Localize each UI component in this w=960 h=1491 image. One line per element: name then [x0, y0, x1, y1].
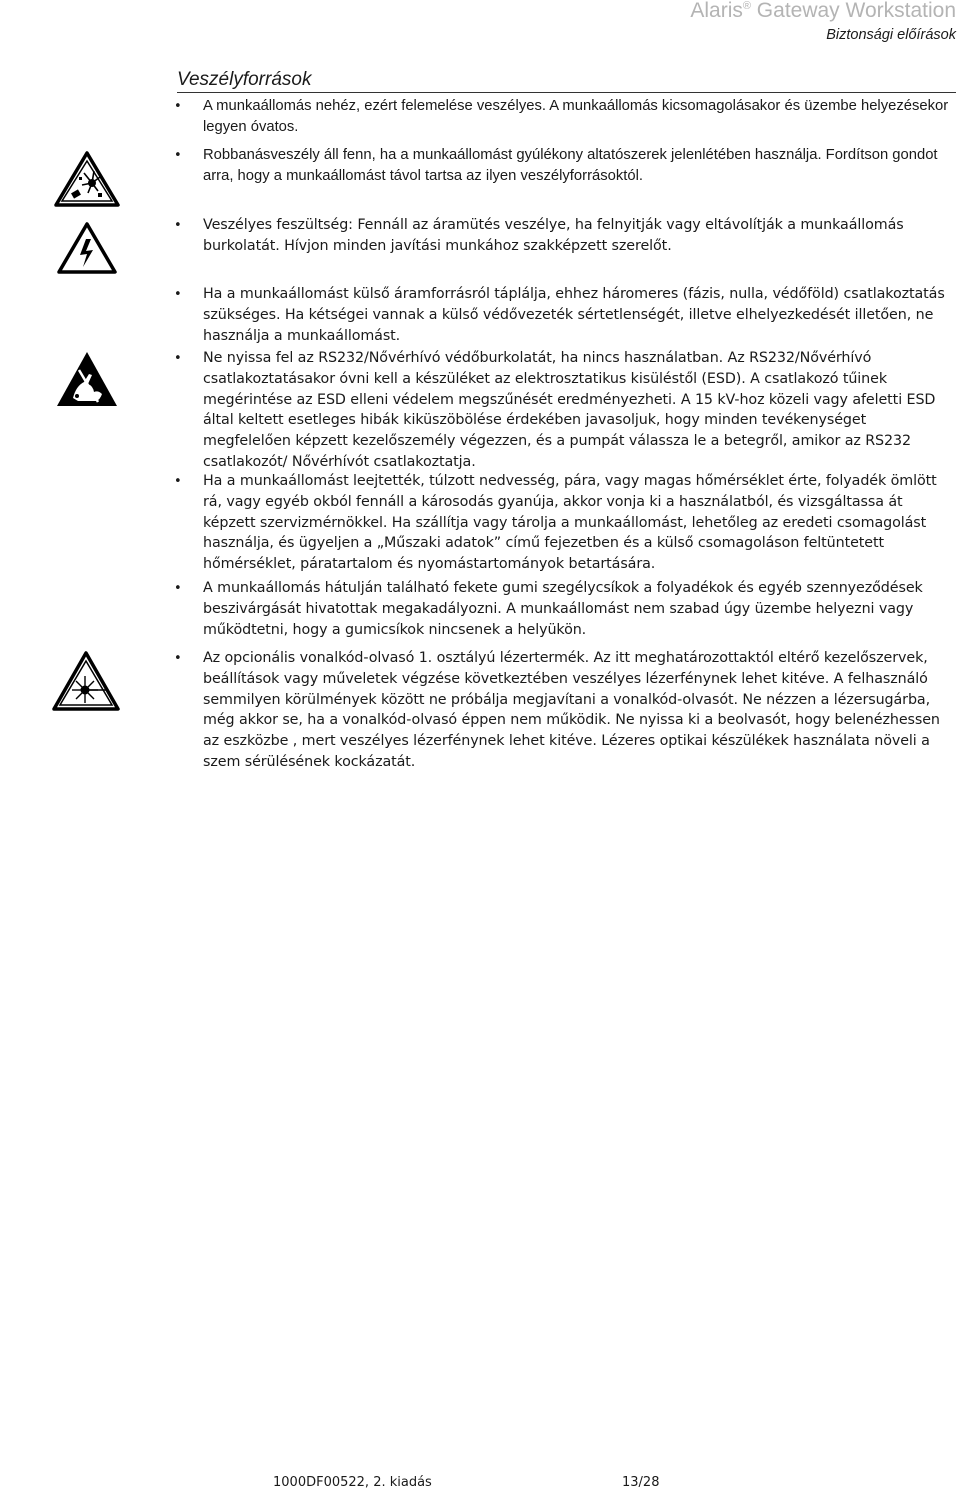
bullet-marker: •	[174, 651, 182, 666]
header-product-name: Alaris	[690, 0, 743, 22]
hazard-item-laser: Az opcionális vonalkód-olvasó 1. osztályú lézertermék. Az itt meghatározottaktól eltérő kezelőszervek, beállítások vagy műveletek végzése következtében veszélyes lézerfénynek lehet kitéve. A felhasználó semmilyen körülmények között ne próbálja megjavítani a vonalkód-olvasót. Ne nézzen a lézersugárba, még akkor se, ha a vonalkód-olvasó éppen nem működik. Ne nyissa ki a beolvasót, hogy belenézhessen az eszközbe , mert veszélyes lézerfénynek lehet kitéve. Lézeres optikai készülékek használata növeli a szem sérülésének kockázatát.	[203, 650, 940, 770]
explosion-hazard-icon	[54, 151, 120, 207]
bullet-marker: •	[174, 218, 182, 233]
section-divider	[177, 92, 956, 93]
footer-doc-code: 1000DF00522, 2. kiadás	[273, 1475, 432, 1490]
bullet-marker: •	[174, 287, 182, 302]
registered-mark: ®	[742, 0, 751, 12]
header-product-title	[690, 0, 956, 23]
footer-page-number: 13/28	[622, 1475, 660, 1490]
hazard-item-damage: Ha a munkaállomást leejtették, túlzott nedvesség, pára, vagy magas hőmérséklet érte, folyadék ömlött rá, vagy egyéb okból fennáll a károsodás gyanúja, akkor vonja ki a használatból, és vizsgáltassa át képzett szervizmérnökkel. Ha szállítja vagy tárolja a munkaállomást, lehetőleg az eredeti csomagolást használja, és ügyeljen a „Műszaki adatok” című fejezetben és a külső csomagoláson feltüntetett hőmérséklet, páratartalom és nyomástartományok betartására.	[203, 473, 937, 573]
laser-hazard-icon	[52, 651, 120, 711]
hazard-item-voltage: Veszélyes feszültség: Fennáll az áramütés veszélye, ha felnyitják vagy eltávolítják a munkaállomás burkolatát. Hívjon minden javítási munkához szakképzett szerelőt.	[203, 217, 904, 254]
header-section-name: Biztonsági előírások	[826, 27, 956, 43]
esd-icon	[56, 350, 118, 408]
section-title: Veszélyforrások	[177, 69, 312, 90]
header-product-rest: Gateway Workstation	[750, 0, 956, 22]
hazard-item-esd: Ne nyissa fel az RS232/Nővérhívó védőburkolatát, ha nincs használatban. Az RS232/Nővérhívó csatlakoztatásakor óvni kell a készüléket az elektrosztatikus kisüléstől (ESD). A csatlakozó tűinek megérintése az ESD elleni védelem megszűnését eredményezheti. A 15 kV-hoz közeli vagy afeletti ESD által keltett esetleges hibák kiküszöbölése érdekében javasoljuk, hogy minden tevékenységet megfelelően képzett kezelőszemély végezzen, és a pumpát válassza le a betegről, amikor az RS232 csatlakozót/ Nővérhívót csatlakoztatja.	[203, 350, 936, 470]
high-voltage-icon	[56, 221, 118, 275]
bullet-marker: •	[174, 474, 182, 489]
hazard-item-explosion: Robbanásveszély áll fenn, ha a munkaállomást gyúlékony altatószerek jelenlétében használja. Fordítson gondot arra, hogy a munkaállomást távol tartsa az ilyen veszélyforrásoktól.	[203, 147, 938, 184]
bullet-marker: •	[174, 148, 182, 163]
hazard-item-grounding: Ha a munkaállomást külső áramforrásról táplálja, ehhez háromeres (fázis, nulla, védőföld) csatlakoztatás szükséges. Ha kétségei vannak a külső védővezeték sértetlenségét, illetve elhelyezkedését illetően, ne használja a munkaállomást.	[203, 286, 945, 344]
bullet-marker: •	[174, 99, 182, 114]
bullet-marker: •	[174, 581, 182, 596]
bullet-marker: •	[174, 351, 182, 366]
hazard-item-seals: A munkaállomás hátulján található fekete gumi szegélycsíkok a folyadékok és egyéb szennyeződések beszivárgását hivatottak megakadályozni. A munkaállomást nem szabad úgy üzembe helyezni vagy működtetni, hogy a gumicsíkok nincsenek a helyükön.	[203, 580, 923, 638]
hazard-item-weight: A munkaállomás nehéz, ezért felemelése veszélyes. A munkaállomás kicsomagolásakor és üzembe helyezésekor legyen óvatos.	[203, 98, 949, 135]
